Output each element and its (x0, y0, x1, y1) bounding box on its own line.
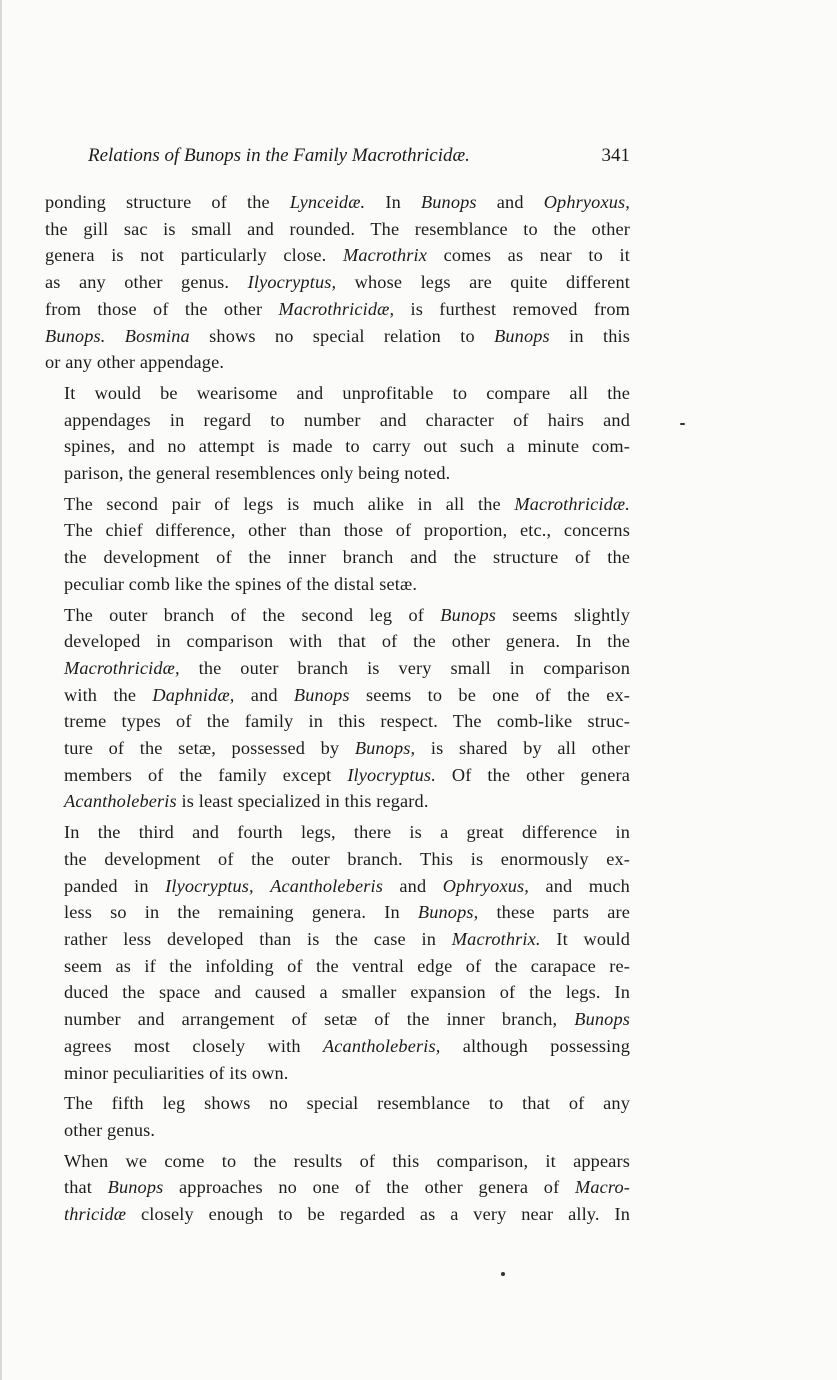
text-run: whose legs are quite different (336, 272, 630, 293)
paragraph (45, 602, 630, 816)
text-run: The chief difference, other than those of proportion, etc., concerns (64, 520, 630, 541)
text-run: as any other genus. (45, 272, 248, 293)
text-line (45, 819, 630, 846)
paragraph (45, 491, 630, 598)
text-line (45, 242, 630, 269)
print-speck (680, 423, 685, 425)
italic-term: Bunops (420, 192, 477, 212)
text-line (45, 571, 630, 598)
text-line (45, 491, 630, 518)
paragraph (45, 189, 630, 376)
text-line (45, 323, 630, 350)
text-run: the development of the inner branch and the structure of the (64, 547, 630, 568)
text-run: The second pair of legs is much alike in all the (64, 493, 515, 514)
print-speck (501, 1272, 505, 1276)
text-line (45, 460, 630, 487)
text-run: When we come to the results of this comparison, it appears (64, 1150, 630, 1171)
text-run: closely enough to be regarded as a very near ally. In (126, 1204, 630, 1225)
text-run: It would be wearisome and unprofitable to compare all the (64, 382, 630, 403)
text-line (45, 762, 630, 789)
text-run: shows no special relation to (189, 325, 495, 346)
text-run: rather less developed than is the case in (64, 928, 452, 949)
paragraph (45, 1148, 630, 1228)
text-run: The outer branch of the second leg of (64, 604, 441, 625)
italic-term: Ophryoxus, (543, 192, 630, 212)
italic-term: Bunops (574, 1009, 630, 1030)
text-run (105, 326, 124, 346)
text-line (45, 544, 630, 571)
text-line (45, 1201, 630, 1228)
text-run: parison, the general resemblences only being noted. (64, 463, 451, 484)
italic-term: Acantholeberis (64, 791, 177, 812)
italic-term: Bunops (440, 604, 496, 625)
text-line (45, 216, 630, 243)
text-run: with the (64, 684, 153, 705)
italic-term: Bunops (494, 325, 550, 346)
text-run: developed in comparison with that of the other genera. In the (64, 631, 630, 652)
text-run: duced the space and caused a smaller expansion of the legs. In (64, 982, 630, 1003)
text-line (45, 517, 630, 544)
text-run: The fifth leg shows no special resemblance to that of any (64, 1093, 630, 1114)
paragraph (45, 1090, 630, 1143)
text-run: in this (549, 325, 630, 346)
text-line (45, 628, 630, 655)
text-run: peculiar comb like the spines of the distal setæ. (64, 573, 418, 594)
text-run: is least specialized in this regard. (176, 791, 429, 812)
text-run: agrees most closely with (64, 1035, 323, 1056)
text-line (45, 1090, 630, 1117)
text-line (45, 708, 630, 735)
text-run: is shared by all other (415, 738, 630, 759)
text-run: comes as near to it (427, 245, 630, 266)
text-run: In the third and fourth legs, there is a great difference in (64, 822, 630, 843)
running-header (88, 145, 630, 171)
text-line (45, 1033, 630, 1060)
text-run: It would (540, 928, 630, 949)
text-run: and (382, 875, 443, 896)
italic-term: Bunops (293, 684, 350, 705)
text-run: from those of the other (45, 298, 279, 319)
text-line (45, 189, 630, 216)
text-run: and much (529, 875, 630, 896)
text-line (45, 433, 630, 460)
italic-term: Macro- (574, 1177, 630, 1198)
italic-term: Bunops. (45, 325, 106, 346)
text-run: seems slightly (496, 604, 630, 625)
italic-term: Ilyocryptus. (347, 764, 436, 785)
text-run: appendages in regard to number and character of hairs and (64, 409, 630, 430)
text-run: treme types of the family in this respect. The comb-like struc- (64, 711, 630, 732)
text-line (45, 1006, 630, 1033)
text-line (45, 349, 630, 376)
paragraph (45, 380, 630, 487)
text-run: panded in (64, 875, 166, 896)
text-run: ponding structure of the (45, 192, 290, 212)
text-line (45, 1060, 630, 1087)
text-run: that (64, 1177, 108, 1198)
text-run: or any other appendage. (45, 352, 225, 373)
text-run (254, 876, 270, 896)
paragraph (45, 819, 630, 1086)
text-run: ture of the setæ, possessed by (64, 738, 355, 759)
italic-term: Bunops (107, 1177, 164, 1198)
italic-term: Ilyocryptus, (165, 875, 254, 896)
text-line (45, 407, 630, 434)
italic-term: Daphnidæ, (152, 684, 235, 705)
text-run: although possessing (440, 1035, 630, 1056)
text-run: other genus. (64, 1119, 156, 1140)
text-run: the outer branch is very small in comparison (179, 657, 630, 678)
running-title: Relations of Bunops in the Family Macrothricidæ. (88, 145, 470, 166)
text-line (45, 926, 630, 953)
text-run: number and arrangement of setæ of the inner branch, (64, 1009, 575, 1030)
italic-term: Lynceidæ. (289, 192, 366, 212)
text-run: these parts are (478, 902, 630, 923)
text-run: is furthest removed from (394, 298, 630, 319)
text-line (45, 682, 630, 709)
text-run: seem as if the infolding of the ventral edge of the carapace re- (64, 955, 630, 976)
text-run: genera is not particularly close. (45, 245, 343, 266)
text-line (45, 873, 630, 900)
italic-term: Macrothricidæ. (514, 493, 630, 514)
text-line (45, 899, 630, 926)
text-line (45, 846, 630, 873)
text-line (45, 269, 630, 296)
italic-term: Macrothrix. (451, 928, 541, 949)
italic-term: Macrothrix (342, 245, 428, 266)
text-run: the development of the outer branch. This is enormously ex- (64, 848, 630, 869)
text-run: approaches no one of the other genera of (163, 1177, 575, 1198)
italic-term: Bosmina (124, 325, 190, 346)
text-line (45, 979, 630, 1006)
text-run: minor peculiarities of its own. (64, 1062, 289, 1083)
italic-term: Macrothricidæ, (278, 298, 395, 319)
text-run: seems to be one of the ex- (349, 684, 630, 705)
italic-term: Bunops, (417, 902, 479, 923)
text-line (45, 1174, 630, 1201)
text-run: In (365, 192, 421, 212)
body-text (45, 189, 630, 1228)
text-run: and (234, 684, 294, 705)
text-line (45, 655, 630, 682)
text-run: Of the other genera (435, 764, 630, 785)
text-run: and (476, 192, 544, 212)
text-line (45, 953, 630, 980)
text-line (45, 602, 630, 629)
italic-term: Bunops, (354, 738, 416, 759)
text-run: members of the family except (64, 764, 348, 785)
text-line (45, 735, 630, 762)
italic-term: Acantholeberis (270, 875, 383, 896)
italic-term: Macrothricidæ, (64, 657, 180, 678)
italic-term: Acantholeberis, (322, 1035, 441, 1056)
text-run: spines, and no attempt is made to carry out such a minute com- (64, 436, 630, 457)
text-line (45, 296, 630, 323)
text-line (45, 1117, 630, 1144)
italic-term: Ophryoxus, (442, 875, 530, 896)
text-run: less so in the remaining genera. In (64, 902, 418, 923)
page-number: 341 (601, 145, 630, 166)
text-line (45, 380, 630, 407)
italic-term: thricidæ (64, 1204, 127, 1225)
text-run: the gill sac is small and rounded. The resemblance to the other (45, 218, 630, 239)
text-line (45, 788, 630, 815)
italic-term: Ilyocryptus, (247, 272, 337, 293)
text-line (45, 1148, 630, 1175)
